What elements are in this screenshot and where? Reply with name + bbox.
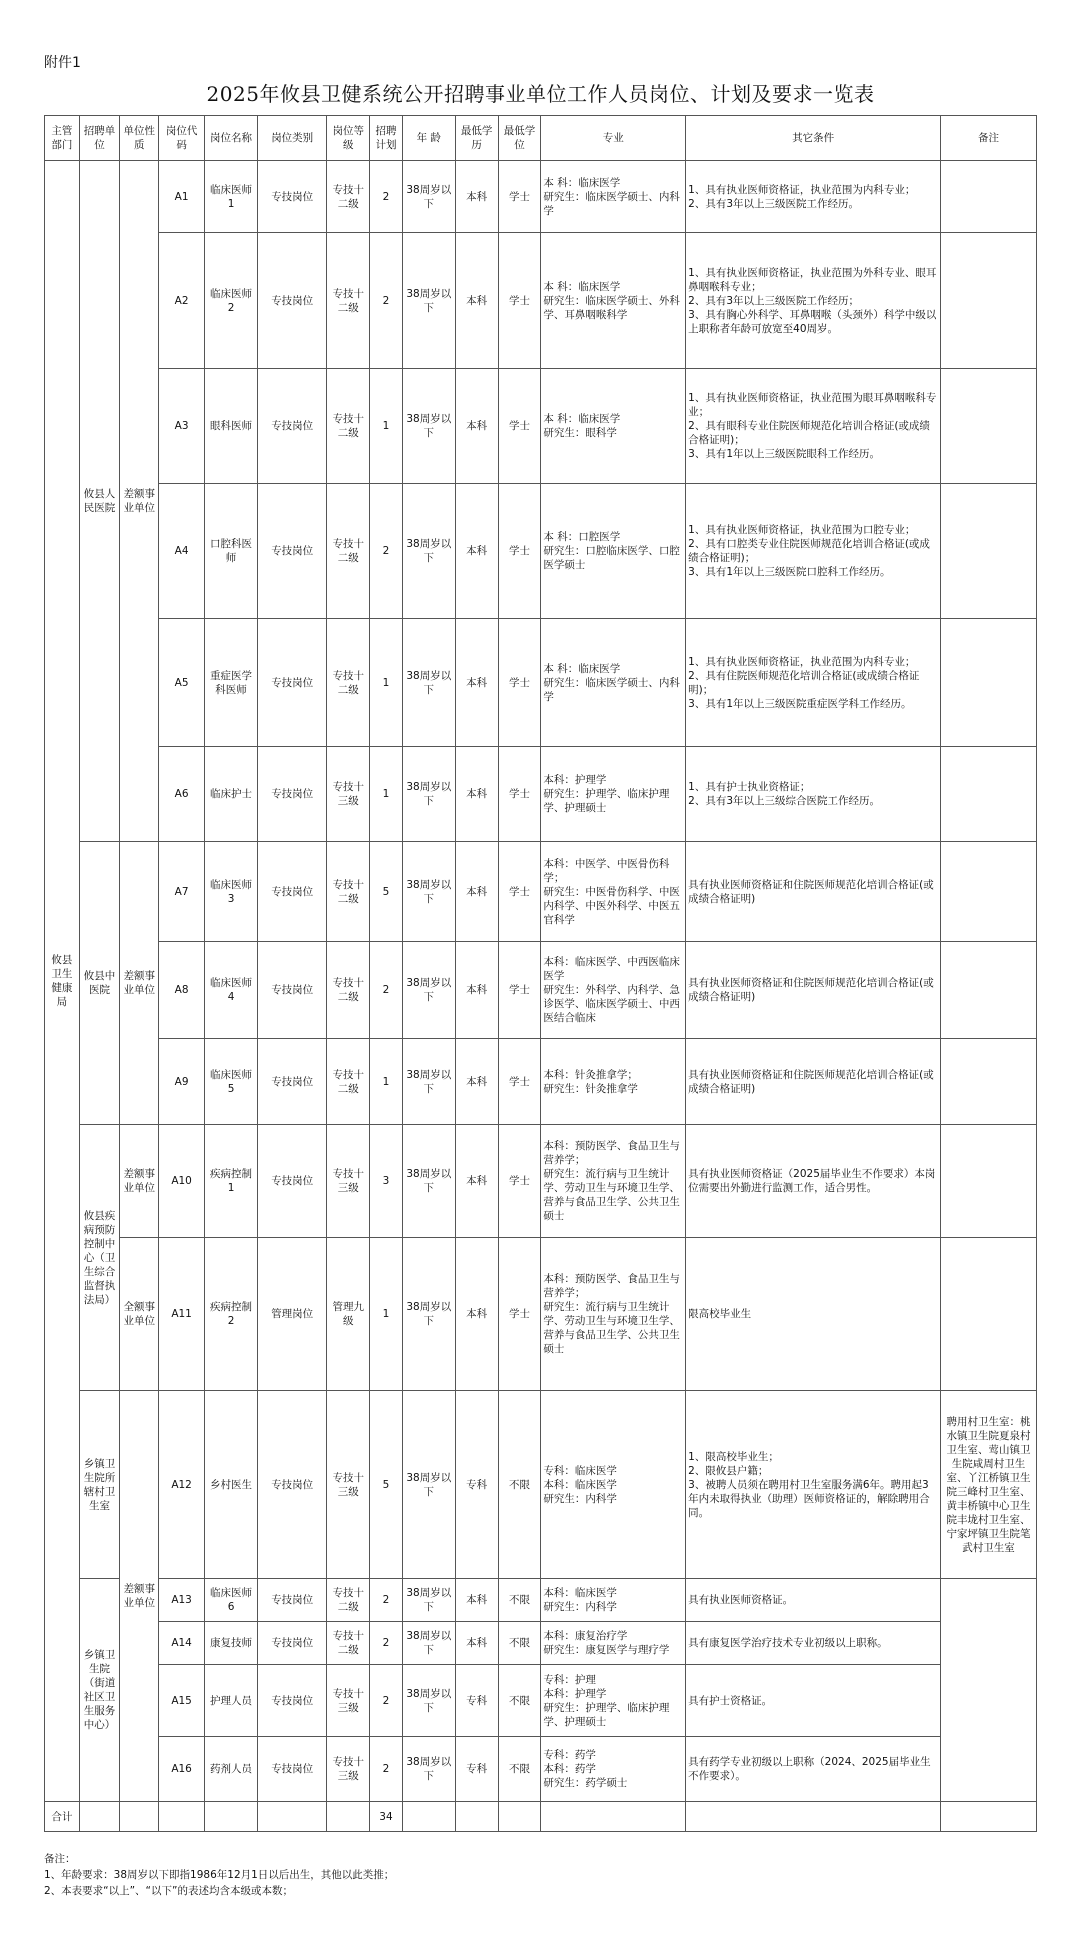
cell-degree: 学士 (498, 1238, 541, 1391)
table-row (45, 1622, 1037, 1665)
cell-other: 1、具有执业医师资格证，执业范围为口腔专业； 2、具有口腔类专业住院医师规范化培训合格证(或成绩合格证明)； 3、具有1年以上三级医院口腔科工作经历。 (686, 484, 941, 619)
cell-code: A2 (159, 233, 205, 369)
cell-age: 38周岁以下 (402, 484, 455, 619)
cell-edu: 本科 (455, 1125, 498, 1238)
cell-edu: 本科 (455, 233, 498, 369)
cell-edu: 本科 (455, 484, 498, 619)
cell-code: A4 (159, 484, 205, 619)
cell-degree: 学士 (498, 484, 541, 619)
cell-degree: 不限 (498, 1665, 541, 1737)
cell-grade: 专技十二级 (327, 1622, 370, 1665)
cell-category: 专技岗位 (258, 1737, 327, 1802)
note-1: 1、年龄要求：38周岁以下即指1986年12月1日以后出生，其他以此类推； (44, 1869, 395, 1881)
cell-degree: 不限 (498, 1579, 541, 1622)
cell-age: 38周岁以下 (402, 369, 455, 484)
table-row (45, 233, 1037, 369)
cell-age: 38周岁以下 (402, 619, 455, 747)
cell-code: A7 (159, 842, 205, 942)
cell-category: 专技岗位 (258, 1579, 327, 1622)
table-row (45, 942, 1037, 1039)
cell-other: 1、具有护士执业资格证； 2、具有3年以上三级综合医院工作经历。 (686, 747, 941, 842)
cell-count: 1 (370, 619, 403, 747)
positions-table (44, 115, 1037, 1832)
unit-township: 乡镇卫生院（街道社区卫生服务中心） (79, 1579, 120, 1802)
cell-count: 5 (370, 1391, 403, 1579)
cell-code: A9 (159, 1039, 205, 1125)
unit-village: 乡镇卫生院所辖村卫生室 (79, 1391, 120, 1579)
cell-name: 口腔科医师 (205, 484, 258, 619)
cell-major: 本科：预防医学、食品卫生与营养学； 研究生：流行病与卫生统计学、劳动卫生与环境卫生学、营养与食品卫生学、公共卫生硕士 (541, 1125, 686, 1238)
cell-grade: 专技十二级 (327, 161, 370, 233)
cell-grade: 专技十二级 (327, 1039, 370, 1125)
cell-name: 乡村医生 (205, 1391, 258, 1579)
cell-edu: 本科 (455, 369, 498, 484)
cell-major: 本科：针灸推拿学； 研究生：针灸推拿学 (541, 1039, 686, 1125)
cell-age: 38周岁以下 (402, 1622, 455, 1665)
cell-name: 护理人员 (205, 1665, 258, 1737)
cell-grade: 专技十三级 (327, 747, 370, 842)
cell-major: 专科：护理 本科：护理学 研究生：护理学、临床护理学、护理硕士 (541, 1665, 686, 1737)
cell-degree: 学士 (498, 369, 541, 484)
cell-age: 38周岁以下 (402, 1039, 455, 1125)
cell-category: 专技岗位 (258, 369, 327, 484)
header-degree: 最低学位 (498, 116, 541, 161)
header-other: 其它条件 (686, 116, 941, 161)
cell-category: 专技岗位 (258, 161, 327, 233)
cell-age: 38周岁以下 (402, 1125, 455, 1238)
cell-count: 2 (370, 1737, 403, 1802)
header-grade: 岗位等级 (327, 116, 370, 161)
cell-edu: 专科 (455, 1391, 498, 1579)
table-row (45, 484, 1037, 619)
nature-cdc-a10: 差额事业单位 (120, 1125, 159, 1238)
cell-name: 重症医学科医师 (205, 619, 258, 747)
cell-category: 专技岗位 (258, 747, 327, 842)
cell-degree: 学士 (498, 161, 541, 233)
cell-age: 38周岁以下 (402, 1665, 455, 1737)
cell-count: 2 (370, 161, 403, 233)
cell-count: 1 (370, 369, 403, 484)
cell-name: 临床医师4 (205, 942, 258, 1039)
cell-degree: 学士 (498, 1125, 541, 1238)
cell-major: 本 科：临床医学 研究生：眼科学 (541, 369, 686, 484)
cell-remark (941, 842, 1037, 942)
cell-edu: 专科 (455, 1665, 498, 1737)
nature-township: 差额事业单位 (120, 1391, 159, 1802)
cell-remark (941, 1125, 1037, 1238)
unit-tcm: 攸县中医院 (79, 842, 120, 1125)
cell-edu: 本科 (455, 1579, 498, 1622)
table-row (45, 619, 1037, 747)
cell-grade: 专技十二级 (327, 619, 370, 747)
table-row (45, 369, 1037, 484)
cell-edu: 本科 (455, 942, 498, 1039)
cell-count: 2 (370, 233, 403, 369)
header-remark: 备注 (941, 116, 1037, 161)
cell-major: 专科：药学 本科：药学 研究生：药学硕士 (541, 1737, 686, 1802)
page-title: 2025年攸县卫健系统公开招聘事业单位工作人员岗位、计划及要求一览表 (206, 82, 875, 106)
cell-other: 具有康复医学治疗技术专业初级以上职称。 (686, 1622, 941, 1665)
header-category: 岗位类别 (258, 116, 327, 161)
cell-edu: 本科 (455, 619, 498, 747)
cell-age: 38周岁以下 (402, 942, 455, 1039)
cell-other: 具有执业医师资格证和住院医师规范化培训合格证(或成绩合格证明) (686, 942, 941, 1039)
cell-grade: 专技十二级 (327, 484, 370, 619)
cell-age: 38周岁以下 (402, 747, 455, 842)
cell-degree: 学士 (498, 619, 541, 747)
cell-edu: 本科 (455, 1622, 498, 1665)
cell-edu: 本科 (455, 1238, 498, 1391)
table-row (45, 1125, 1037, 1238)
cell-category: 专技岗位 (258, 942, 327, 1039)
cell-major: 本科：预防医学、食品卫生与营养学； 研究生：流行病与卫生统计学、劳动卫生与环境卫生学、营养与食品卫生学、公共卫生硕士 (541, 1238, 686, 1391)
cell-remark: 聘用村卫生室：桃水镇卫生院夏泉村卫生室、莺山镇卫生院咸周村卫生室、丫江桥镇卫生院三峰村卫生室、黄丰桥镇中心卫生院丰垅村卫生室、宁家坪镇卫生院笔武村卫生室 (941, 1391, 1037, 1579)
cell-category: 管理岗位 (258, 1238, 327, 1391)
cell-name: 眼科医师 (205, 369, 258, 484)
cell-degree: 不限 (498, 1737, 541, 1802)
cell-code: A15 (159, 1665, 205, 1737)
table-row (45, 161, 1037, 233)
cell-name: 疾病控制2 (205, 1238, 258, 1391)
cell-degree: 学士 (498, 233, 541, 369)
cell-major: 专科：临床医学 本科：临床医学 研究生：内科学 (541, 1391, 686, 1579)
cell-count: 2 (370, 1665, 403, 1737)
cell-code: A16 (159, 1737, 205, 1802)
cell-other: 具有药学专业初级以上职称（2024、2025届毕业生不作要求）。 (686, 1737, 941, 1802)
unit-hospital: 攸县人民医院 (79, 161, 120, 842)
total-row (45, 1802, 1037, 1832)
cell-remark (941, 1579, 1037, 1802)
cell-other: 1、具有执业医师资格证，执业范围为眼耳鼻咽喉科专业； 2、具有眼科专业住院医师规范化培训合格证(或成绩合格证明)； 3、具有1年以上三级医院眼科工作经历。 (686, 369, 941, 484)
cell-remark (941, 619, 1037, 747)
cell-name: 临床医师5 (205, 1039, 258, 1125)
cell-category: 专技岗位 (258, 842, 327, 942)
cell-edu: 本科 (455, 161, 498, 233)
cell-age: 38周岁以下 (402, 1391, 455, 1579)
cell-count: 2 (370, 1622, 403, 1665)
cell-remark (941, 369, 1037, 484)
cell-major: 本科：临床医学 研究生：内科学 (541, 1579, 686, 1622)
cell-name: 药剂人员 (205, 1737, 258, 1802)
note-2: 2、本表要求“以上”、“以下”的表述均含本级或本数； (44, 1885, 293, 1897)
cell-other: 限高校毕业生 (686, 1238, 941, 1391)
cell-other: 具有执业医师资格证。 (686, 1579, 941, 1622)
cell-other: 具有执业医师资格证和住院医师规范化培训合格证(或成绩合格证明) (686, 842, 941, 942)
cell-grade: 专技十二级 (327, 1579, 370, 1622)
nature-hospital: 差额事业单位 (120, 161, 159, 842)
cell-degree: 不限 (498, 1622, 541, 1665)
table-row (45, 1391, 1037, 1579)
cell-degree: 不限 (498, 1391, 541, 1579)
cell-count: 2 (370, 1579, 403, 1622)
cell-code: A8 (159, 942, 205, 1039)
cell-code: A13 (159, 1579, 205, 1622)
cell-age: 38周岁以下 (402, 1737, 455, 1802)
cell-name: 临床医师6 (205, 1579, 258, 1622)
cell-other: 具有护士资格证。 (686, 1665, 941, 1737)
cell-count: 1 (370, 1039, 403, 1125)
annex-label: 附件1 (44, 55, 81, 71)
cell-other: 1、限高校毕业生； 2、限攸县户籍； 3、被聘人员须在聘用村卫生室服务满6年。聘用起3年内未取得执业（助理）医师资格证的，解除聘用合同。 (686, 1391, 941, 1579)
cell-grade: 专技十二级 (327, 233, 370, 369)
table-row (45, 1737, 1037, 1802)
cell-edu: 本科 (455, 747, 498, 842)
cell-age: 38周岁以下 (402, 842, 455, 942)
header-age: 年 龄 (402, 116, 455, 161)
cell-name: 临床护士 (205, 747, 258, 842)
cell-code: A14 (159, 1622, 205, 1665)
cell-degree: 学士 (498, 1039, 541, 1125)
total-count: 34 (370, 1802, 403, 1832)
cell-grade: 专技十三级 (327, 1737, 370, 1802)
cell-degree: 学士 (498, 842, 541, 942)
cell-other: 具有执业医师资格证和住院医师规范化培训合格证(或成绩合格证明) (686, 1039, 941, 1125)
cell-category: 专技岗位 (258, 484, 327, 619)
cell-major: 本科：临床医学、中西医临床医学 研究生：外科学、内科学、急诊医学、临床医学硕士、中西医结合临床 (541, 942, 686, 1039)
cell-major: 本科：中医学、中医骨伤科学； 研究生：中医骨伤科学、中医内科学、中医外科学、中医五官科学 (541, 842, 686, 942)
table-row (45, 1238, 1037, 1391)
header-count: 招聘计划 (370, 116, 403, 161)
header-code: 岗位代码 (159, 116, 205, 161)
unit-cdc: 攸县疾病预防控制中心（卫生综合监督执法局） (79, 1125, 120, 1391)
cell-age: 38周岁以下 (402, 1238, 455, 1391)
cell-name: 临床医师3 (205, 842, 258, 942)
cell-degree: 学士 (498, 747, 541, 842)
table-row (45, 842, 1037, 942)
header-name: 岗位名称 (205, 116, 258, 161)
cell-major: 本科：护理学 研究生：护理学、临床护理学、护理硕士 (541, 747, 686, 842)
notes-title: 备注： (44, 1853, 76, 1865)
header-unit: 招聘单位 (79, 116, 120, 161)
cell-code: A6 (159, 747, 205, 842)
table-row (45, 1579, 1037, 1622)
cell-major: 本 科：临床医学 研究生：临床医学硕士、内科学 (541, 161, 686, 233)
cell-category: 专技岗位 (258, 1391, 327, 1579)
cell-code: A10 (159, 1125, 205, 1238)
cell-remark (941, 1039, 1037, 1125)
cell-edu: 专科 (455, 1737, 498, 1802)
cell-grade: 专技十二级 (327, 942, 370, 1039)
cell-remark (941, 942, 1037, 1039)
cell-name: 临床医师1 (205, 161, 258, 233)
header-dept: 主管部门 (45, 116, 80, 161)
nature-cdc-a11: 全额事业单位 (120, 1238, 159, 1391)
cell-remark (941, 233, 1037, 369)
cell-grade: 专技十三级 (327, 1125, 370, 1238)
cell-count: 2 (370, 942, 403, 1039)
table-header-row (45, 116, 1037, 161)
cell-edu: 本科 (455, 1039, 498, 1125)
table-row (45, 1039, 1037, 1125)
cell-grade: 管理九级 (327, 1238, 370, 1391)
notes (44, 1851, 394, 1899)
cell-count: 1 (370, 1238, 403, 1391)
cell-other: 1、具有执业医师资格证，执业范围为内科专业； 2、具有住院医师规范化培训合格证(或成绩合格证明)； 3、具有1年以上三级医院重症医学科工作经历。 (686, 619, 941, 747)
cell-remark (941, 161, 1037, 233)
cell-edu: 本科 (455, 842, 498, 942)
dept-cell: 攸县卫生健康局 (45, 161, 80, 1802)
cell-other: 1、具有执业医师资格证，执业范围为内科专业； 2、具有3年以上三级医院工作经历。 (686, 161, 941, 233)
cell-age: 38周岁以下 (402, 161, 455, 233)
cell-category: 专技岗位 (258, 619, 327, 747)
cell-name: 康复技师 (205, 1622, 258, 1665)
cell-name: 临床医师2 (205, 233, 258, 369)
cell-code: A1 (159, 161, 205, 233)
table-row (45, 1665, 1037, 1737)
cell-degree: 学士 (498, 942, 541, 1039)
cell-grade: 专技十二级 (327, 842, 370, 942)
header-nature: 单位性质 (120, 116, 159, 161)
cell-grade: 专技十三级 (327, 1665, 370, 1737)
cell-category: 专技岗位 (258, 1622, 327, 1665)
cell-count: 3 (370, 1125, 403, 1238)
cell-code: A3 (159, 369, 205, 484)
cell-major: 本科：康复治疗学 研究生：康复医学与理疗学 (541, 1622, 686, 1665)
cell-remark (941, 484, 1037, 619)
header-major: 专业 (541, 116, 686, 161)
cell-count: 2 (370, 484, 403, 619)
table-row (45, 747, 1037, 842)
cell-category: 专技岗位 (258, 1125, 327, 1238)
cell-remark (941, 1238, 1037, 1391)
cell-age: 38周岁以下 (402, 233, 455, 369)
cell-grade: 专技十三级 (327, 1391, 370, 1579)
cell-name: 疾病控制1 (205, 1125, 258, 1238)
cell-major: 本 科：口腔医学 研究生：口腔临床医学、口腔医学硕士 (541, 484, 686, 619)
cell-other: 具有执业医师资格证（2025届毕业生不作要求）本岗位需要出外勤进行监测工作，适合男性。 (686, 1125, 941, 1238)
nature-tcm: 差额事业单位 (120, 842, 159, 1125)
total-label: 合计 (45, 1802, 80, 1832)
cell-code: A5 (159, 619, 205, 747)
cell-category: 专技岗位 (258, 1665, 327, 1737)
cell-major: 本 科：临床医学 研究生：临床医学硕士、内科学 (541, 619, 686, 747)
cell-count: 5 (370, 842, 403, 942)
cell-major: 本 科：临床医学 研究生：临床医学硕士、外科学、耳鼻咽喉科学 (541, 233, 686, 369)
cell-other: 1、具有执业医师资格证，执业范围为外科专业、眼耳鼻咽喉科专业； 2、具有3年以上三级医院工作经历； 3、具有胸心外科学、耳鼻咽喉（头颈外）科学中级以上职称者年龄可放宽至40周岁。 (686, 233, 941, 369)
cell-category: 专技岗位 (258, 1039, 327, 1125)
cell-code: A12 (159, 1391, 205, 1579)
cell-category: 专技岗位 (258, 233, 327, 369)
cell-grade: 专技十二级 (327, 369, 370, 484)
cell-remark (941, 747, 1037, 842)
cell-age: 38周岁以下 (402, 1579, 455, 1622)
cell-code: A11 (159, 1238, 205, 1391)
header-edu: 最低学历 (455, 116, 498, 161)
cell-count: 1 (370, 747, 403, 842)
